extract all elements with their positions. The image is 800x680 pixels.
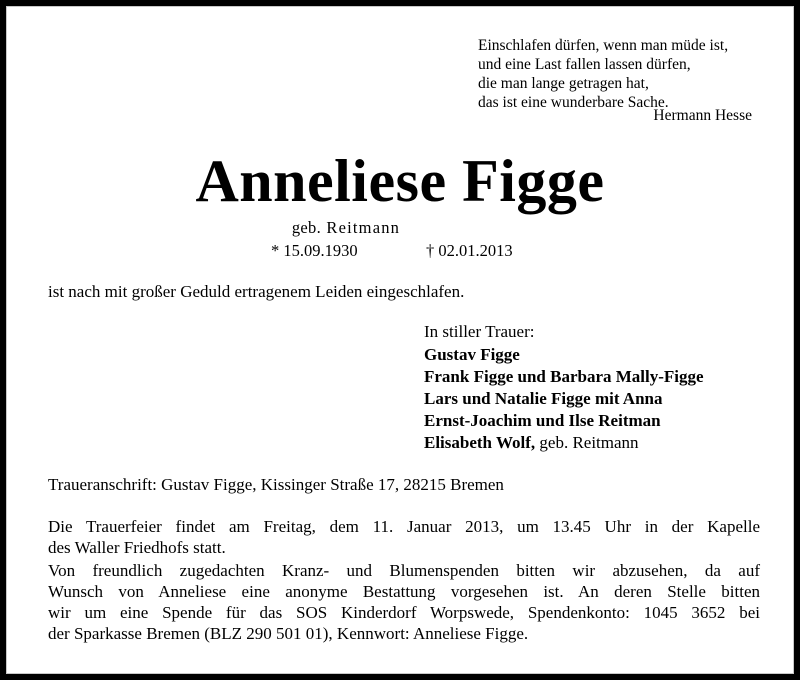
mourner-name-text: Frank Figge und Barbara Mally-Figge [424,367,704,386]
mourning-address: Traueranschrift: Gustav Figge, Kissinger Straße 17, 28215 Bremen [48,475,504,494]
ceremony-paragraph [48,516,760,558]
mourner-name-text: Ernst-Joachim und Ilse Reitman [424,411,661,430]
mourner-name [424,432,704,454]
quote-line: das ist eine wunderbare Sache. [478,94,669,111]
mourner-name-suffix: geb. Reitmann [535,433,639,452]
obituary-notice [6,6,794,674]
donation-line: Wunsch von Anneliese eine anonyme Bestattung vorgesehen ist. An deren Stelle bitten [48,582,760,601]
ceremony-line: Die Trauerfeier findet am Freitag, dem 11. Januar 2013, um 13.45 Uhr in der Kapelle [48,517,760,536]
mourner-name [424,366,704,388]
quote-line: und eine Last fallen lassen dürfen, [478,56,691,73]
donation-line: der Sparkasse Bremen (BLZ 290 501 01), Kennwort: Anneliese Figge. [48,624,529,643]
mourner-name [424,410,704,432]
mourners-list [424,321,704,454]
born-name-value: Reitmann [326,218,401,237]
mourner-name-text: Lars und Natalie Figge mit Anna [424,389,663,408]
quote-author: Hermann Hesse [653,107,752,124]
mourner-name [424,344,704,366]
death-date: † 02.01.2013 [426,241,513,260]
mourners-heading: In stiller Trauer: [424,322,535,341]
quote-line: die man lange getragen hat, [478,75,649,92]
donation-line: Von freundlich zugedachten Kranz- und Blumenspenden bitten wir abzusehen, da auf [48,561,760,580]
deceased-name: Anneliese Figge [195,148,605,214]
donation-paragraph [48,560,760,644]
mourner-name-text: Gustav Figge [424,345,520,364]
birth-date: * 15.09.1930 [271,241,358,260]
born-name [276,218,416,238]
born-name-label: geb. [291,218,322,237]
mourner-name [424,388,704,410]
mourner-name-text: Elisabeth Wolf, [424,433,536,452]
hesse-quote [478,36,728,112]
donation-line: wir um eine Spende für das SOS Kinderdorf Worpswede, Spendenkonto: 1045 3652 bei [48,603,760,622]
announcement-text: ist nach mit großer Geduld ertragenem Leiden eingeschlafen. [48,282,465,301]
quote-line: Einschlafen dürfen, wenn man müde ist, [478,37,729,54]
ceremony-line: des Waller Friedhofs statt. [48,538,226,557]
